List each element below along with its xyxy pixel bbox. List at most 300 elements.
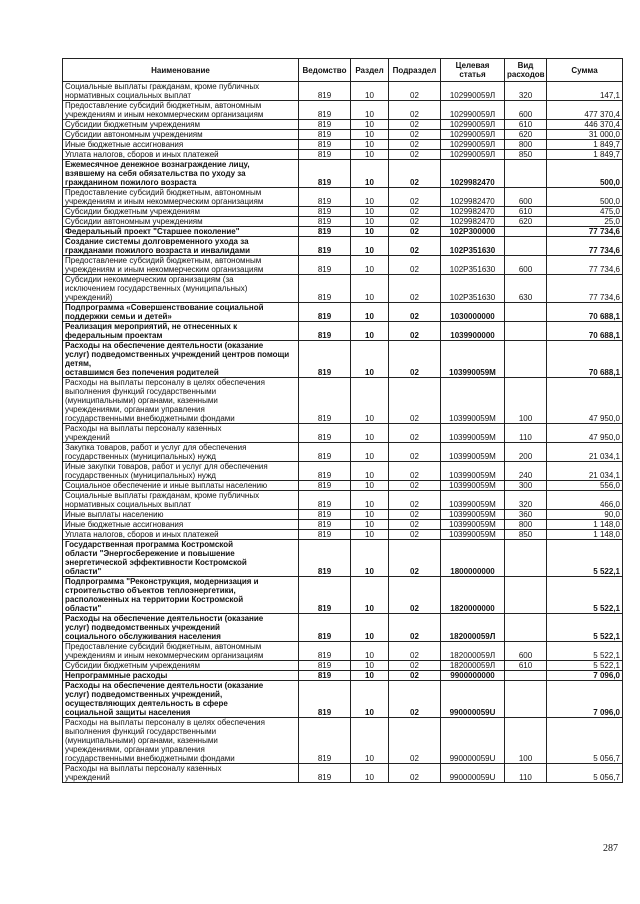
row-target: 102990059Л — [441, 120, 505, 130]
budget-table-page — [62, 58, 622, 783]
row-exptype: 850 — [505, 530, 547, 540]
row-name-line: строительство объектов теплоэнергетики, — [65, 586, 236, 595]
row-target: 1820000000 — [441, 577, 505, 614]
row-name-line: нормативных социальных выплат — [65, 91, 192, 100]
table-row — [63, 510, 623, 520]
row-name-line: государственных (муниципальных) нужд — [65, 452, 216, 461]
row-name-line: гражданами пожилого возраста и инвалидами — [65, 246, 251, 255]
row-name — [63, 481, 299, 491]
row-section: 10 — [351, 718, 389, 764]
row-exptype: 300 — [505, 481, 547, 491]
row-sum: 5 056,7 — [547, 764, 623, 783]
row-dept: 819 — [299, 510, 351, 520]
row-name — [63, 764, 299, 783]
table-row — [63, 227, 623, 237]
row-sum: 47 950,0 — [547, 424, 623, 443]
row-exptype — [505, 671, 547, 681]
table-row — [63, 130, 623, 140]
header-exptype: Вид расходов — [505, 59, 547, 82]
row-section: 10 — [351, 341, 389, 378]
row-dept: 819 — [299, 341, 351, 378]
row-target: 103990059М — [441, 530, 505, 540]
table-row — [63, 322, 623, 341]
row-name — [63, 120, 299, 130]
row-dept: 819 — [299, 530, 351, 540]
row-name-line: Уплата налогов, сборов и иных платежей — [65, 530, 219, 539]
row-sum: 7 096,0 — [547, 671, 623, 681]
row-name-line: Предоставление субсидий бюджетным, автономным — [65, 256, 262, 265]
row-subsection: 02 — [389, 120, 441, 130]
row-name — [63, 256, 299, 275]
row-dept: 819 — [299, 614, 351, 642]
row-dept: 819 — [299, 671, 351, 681]
row-name — [63, 322, 299, 341]
row-name-line: гражданином пожилого возраста — [65, 178, 197, 187]
table-row — [63, 520, 623, 530]
row-name-line: федеральным проектам — [65, 331, 163, 340]
row-sum: 5 056,7 — [547, 718, 623, 764]
row-section: 10 — [351, 671, 389, 681]
row-target: 102P300000 — [441, 227, 505, 237]
row-exptype: 800 — [505, 140, 547, 150]
row-subsection: 02 — [389, 510, 441, 520]
header-subsection: Подраздел — [389, 59, 441, 82]
row-dept: 819 — [299, 256, 351, 275]
row-dept: 819 — [299, 661, 351, 671]
row-section: 10 — [351, 764, 389, 783]
row-dept: 819 — [299, 101, 351, 120]
row-name-line: учреждениям и иным некоммерческим организациям — [65, 110, 264, 119]
table-row — [63, 150, 623, 160]
row-sum: 1 148,0 — [547, 520, 623, 530]
row-name-line: Предоставление субсидий бюджетным, автономным — [65, 642, 262, 651]
row-sum: 77 734,6 — [547, 275, 623, 303]
row-dept: 819 — [299, 188, 351, 207]
row-name — [63, 275, 299, 303]
row-name-line: Субсидии автономным учреждениям — [65, 130, 203, 139]
row-name-line: социальной защиты населения — [65, 708, 191, 717]
row-subsection: 02 — [389, 681, 441, 718]
row-section: 10 — [351, 120, 389, 130]
row-section: 10 — [351, 443, 389, 462]
table-row — [63, 275, 623, 303]
row-name-line: услуг) подведомственных учреждений, — [65, 690, 223, 699]
row-section: 10 — [351, 275, 389, 303]
row-sum: 475,0 — [547, 207, 623, 217]
row-sum: 5 522,1 — [547, 540, 623, 577]
row-sum: 5 522,1 — [547, 661, 623, 671]
row-sum: 70 688,1 — [547, 322, 623, 341]
row-subsection: 02 — [389, 642, 441, 661]
table-row — [63, 120, 623, 130]
row-subsection: 02 — [389, 150, 441, 160]
table-row — [63, 481, 623, 491]
row-name — [63, 217, 299, 227]
row-sum: 90,0 — [547, 510, 623, 520]
row-subsection: 02 — [389, 424, 441, 443]
row-name — [63, 82, 299, 101]
row-target: 1029982470 — [441, 217, 505, 227]
row-exptype — [505, 227, 547, 237]
row-dept: 819 — [299, 140, 351, 150]
row-name-line: выполнения функций государственными — [65, 387, 217, 396]
row-dept: 819 — [299, 642, 351, 661]
row-exptype — [505, 237, 547, 256]
row-target: 102P351630 — [441, 275, 505, 303]
row-name-line: Субсидии некоммерческим организациям (за — [65, 275, 234, 284]
row-subsection: 02 — [389, 227, 441, 237]
row-subsection: 02 — [389, 530, 441, 540]
row-name-line: Иные закупки товаров, работ и услуг для обеспечения — [65, 462, 268, 471]
row-section: 10 — [351, 140, 389, 150]
row-dept: 819 — [299, 424, 351, 443]
row-subsection: 02 — [389, 322, 441, 341]
row-subsection: 02 — [389, 671, 441, 681]
row-target: 103990059М — [441, 443, 505, 462]
header-target: Целевая статья — [441, 59, 505, 82]
row-name-line: учреждений — [65, 773, 110, 782]
row-name-line: Непрограммные расходы — [65, 671, 168, 680]
row-exptype: 100 — [505, 378, 547, 424]
row-subsection: 02 — [389, 540, 441, 577]
row-name-line: учреждений) — [65, 293, 113, 302]
row-exptype: 610 — [505, 207, 547, 217]
row-exptype: 600 — [505, 642, 547, 661]
row-name-line: поддержки семьи и детей» — [65, 312, 172, 321]
row-subsection: 02 — [389, 275, 441, 303]
table-row — [63, 443, 623, 462]
table-row — [63, 378, 623, 424]
row-sum: 25,0 — [547, 217, 623, 227]
row-name-line: Расходы на выплаты персоналу казенных — [65, 764, 222, 773]
row-dept: 819 — [299, 520, 351, 530]
row-sum: 147,1 — [547, 82, 623, 101]
row-section: 10 — [351, 540, 389, 577]
row-target: 990000059U — [441, 681, 505, 718]
row-name-line: Уплата налогов, сборов и иных платежей — [65, 150, 219, 159]
row-name — [63, 378, 299, 424]
row-dept: 819 — [299, 481, 351, 491]
row-name-line: Расходы на выплаты персоналу казенных — [65, 424, 222, 433]
row-name — [63, 160, 299, 188]
row-name-line: услуг) подведомственных учреждений — [65, 623, 220, 632]
row-target: 103990059М — [441, 481, 505, 491]
row-dept: 819 — [299, 378, 351, 424]
row-section: 10 — [351, 491, 389, 510]
table-body — [63, 82, 623, 783]
row-exptype: 100 — [505, 718, 547, 764]
row-sum: 477 370,4 — [547, 101, 623, 120]
row-sum: 5 522,1 — [547, 642, 623, 661]
row-exptype: 110 — [505, 424, 547, 443]
row-subsection: 02 — [389, 303, 441, 322]
row-section: 10 — [351, 378, 389, 424]
row-subsection: 02 — [389, 577, 441, 614]
row-name — [63, 530, 299, 540]
row-name — [63, 207, 299, 217]
table-row — [63, 82, 623, 101]
row-exptype: 630 — [505, 275, 547, 303]
row-target: 102990059Л — [441, 150, 505, 160]
row-dept: 819 — [299, 207, 351, 217]
row-subsection: 02 — [389, 378, 441, 424]
row-name-line: области "Энергосбережение и повышение — [65, 549, 235, 558]
row-dept: 819 — [299, 681, 351, 718]
row-target: 9900000000 — [441, 671, 505, 681]
row-section: 10 — [351, 217, 389, 227]
row-dept: 819 — [299, 82, 351, 101]
row-name — [63, 577, 299, 614]
row-dept: 819 — [299, 462, 351, 481]
table-row — [63, 188, 623, 207]
table-row — [63, 160, 623, 188]
row-name-line: Расходы на выплаты персоналу в целях обеспечения — [65, 378, 265, 387]
row-dept: 819 — [299, 577, 351, 614]
row-sum: 21 034,1 — [547, 462, 623, 481]
row-name-line: учреждениям и иным некоммерческим организациям — [65, 651, 264, 660]
row-subsection: 02 — [389, 237, 441, 256]
row-section: 10 — [351, 577, 389, 614]
row-dept: 819 — [299, 491, 351, 510]
row-exptype: 600 — [505, 188, 547, 207]
table-row — [63, 671, 623, 681]
row-name-line: нормативных социальных выплат — [65, 500, 192, 509]
row-exptype — [505, 577, 547, 614]
row-name-line: оставшимся без попечения родителей — [65, 368, 219, 377]
row-sum: 77 734,6 — [547, 237, 623, 256]
row-name-line: услуг) подведомственных учреждений центров помощи детям, — [65, 350, 290, 368]
row-name-line: учреждениями, органами управления — [65, 745, 205, 754]
row-sum: 446 370,4 — [547, 120, 623, 130]
row-section: 10 — [351, 510, 389, 520]
row-name — [63, 681, 299, 718]
row-subsection: 02 — [389, 443, 441, 462]
row-subsection: 02 — [389, 718, 441, 764]
table-row — [63, 237, 623, 256]
row-name-line: взявшему на себя обязательства по уходу за — [65, 169, 246, 178]
row-name-line: Расходы на обеспечение деятельности (оказание — [65, 341, 264, 350]
row-exptype — [505, 303, 547, 322]
row-sum: 1 148,0 — [547, 530, 623, 540]
row-sum: 1 849,7 — [547, 140, 623, 150]
header-section: Раздел — [351, 59, 389, 82]
row-exptype: 110 — [505, 764, 547, 783]
row-target: 1030000000 — [441, 303, 505, 322]
table-row — [63, 341, 623, 378]
row-name — [63, 671, 299, 681]
row-name — [63, 510, 299, 520]
row-subsection: 02 — [389, 217, 441, 227]
row-target: 1029982470 — [441, 160, 505, 188]
row-sum: 77 734,6 — [547, 227, 623, 237]
table-row — [63, 424, 623, 443]
row-target: 103990059М — [441, 462, 505, 481]
row-name — [63, 130, 299, 140]
header-sum: Сумма — [547, 59, 623, 82]
table-row — [63, 101, 623, 120]
row-name-line: области" — [65, 567, 102, 576]
row-subsection: 02 — [389, 462, 441, 481]
row-section: 10 — [351, 642, 389, 661]
row-section: 10 — [351, 256, 389, 275]
row-sum: 500,0 — [547, 188, 623, 207]
row-subsection: 02 — [389, 614, 441, 642]
table-row — [63, 642, 623, 661]
row-name-line: учреждениям и иным некоммерческим организациям — [65, 265, 264, 274]
row-name-line: Субсидии бюджетным учреждениям — [65, 120, 200, 129]
row-exptype — [505, 341, 547, 378]
row-section: 10 — [351, 462, 389, 481]
row-sum: 70 688,1 — [547, 341, 623, 378]
row-section: 10 — [351, 681, 389, 718]
row-name-line: Иные бюджетные ассигнования — [65, 140, 184, 149]
table-row — [63, 530, 623, 540]
header-name: Наименование — [63, 59, 299, 82]
row-subsection: 02 — [389, 82, 441, 101]
row-name — [63, 101, 299, 120]
row-sum: 70 688,1 — [547, 303, 623, 322]
row-target: 103990059М — [441, 424, 505, 443]
row-dept: 819 — [299, 764, 351, 783]
row-target: 103990059М — [441, 378, 505, 424]
table-row — [63, 462, 623, 481]
row-name-line: осуществляющих деятельность в сфере — [65, 699, 228, 708]
row-section: 10 — [351, 160, 389, 188]
row-name-line: исключением государственных (муниципальных) — [65, 284, 248, 293]
row-sum: 5 522,1 — [547, 577, 623, 614]
row-name-line: расположенных на территории Костромской — [65, 595, 244, 604]
row-name-line: выполнения функций государственными — [65, 727, 217, 736]
row-subsection: 02 — [389, 188, 441, 207]
row-exptype: 600 — [505, 256, 547, 275]
header-dept: Ведомство — [299, 59, 351, 82]
row-exptype: 240 — [505, 462, 547, 481]
row-exptype: 610 — [505, 661, 547, 671]
row-name — [63, 303, 299, 322]
row-name — [63, 614, 299, 642]
row-target: 102990059Л — [441, 140, 505, 150]
row-section: 10 — [351, 207, 389, 217]
table-row — [63, 614, 623, 642]
table-row — [63, 540, 623, 577]
row-exptype: 320 — [505, 491, 547, 510]
row-subsection: 02 — [389, 520, 441, 530]
row-name-line: Социальные выплаты гражданам, кроме публичных — [65, 491, 260, 500]
row-name — [63, 462, 299, 481]
row-exptype — [505, 160, 547, 188]
row-section: 10 — [351, 661, 389, 671]
row-name — [63, 150, 299, 160]
row-exptype: 610 — [505, 120, 547, 130]
row-section: 10 — [351, 614, 389, 642]
row-name — [63, 424, 299, 443]
table-row — [63, 256, 623, 275]
row-section: 10 — [351, 520, 389, 530]
page-number: 287 — [603, 843, 618, 854]
row-name-line: Создание системы долговременного ухода за — [65, 237, 249, 246]
row-name-line: государственными внебюджетными фондами — [65, 754, 235, 763]
row-name — [63, 443, 299, 462]
row-name-line: Реализация мероприятий, не отнесенных к — [65, 322, 238, 331]
row-dept: 819 — [299, 237, 351, 256]
row-name — [63, 642, 299, 661]
row-name-line: Ежемесячное денежное вознаграждение лицу, — [65, 160, 250, 169]
row-section: 10 — [351, 150, 389, 160]
row-name — [63, 227, 299, 237]
row-target: 1039900000 — [441, 322, 505, 341]
row-subsection: 02 — [389, 661, 441, 671]
row-target: 990000059U — [441, 764, 505, 783]
row-dept: 819 — [299, 275, 351, 303]
row-name-line: социального обслуживания населения — [65, 632, 221, 641]
row-name-line: области" — [65, 604, 102, 613]
row-subsection: 02 — [389, 256, 441, 275]
table-row — [63, 577, 623, 614]
row-subsection: 02 — [389, 481, 441, 491]
row-target: 103990059М — [441, 341, 505, 378]
row-exptype — [505, 540, 547, 577]
row-exptype — [505, 681, 547, 718]
row-section: 10 — [351, 188, 389, 207]
row-name-line: Предоставление субсидий бюджетным, автономным — [65, 101, 262, 110]
row-name-line: Расходы на выплаты персоналу в целях обеспечения — [65, 718, 265, 727]
row-exptype: 200 — [505, 443, 547, 462]
row-name — [63, 540, 299, 577]
row-exptype — [505, 322, 547, 341]
row-target: 102990059Л — [441, 82, 505, 101]
row-exptype: 800 — [505, 520, 547, 530]
row-exptype: 320 — [505, 82, 547, 101]
row-name-line: Субсидии автономным учреждениям — [65, 217, 203, 226]
row-dept: 819 — [299, 303, 351, 322]
row-sum: 556,0 — [547, 481, 623, 491]
row-name — [63, 520, 299, 530]
row-sum: 21 034,1 — [547, 443, 623, 462]
row-name — [63, 491, 299, 510]
row-name — [63, 188, 299, 207]
row-section: 10 — [351, 227, 389, 237]
row-sum: 47 950,0 — [547, 378, 623, 424]
row-dept: 819 — [299, 322, 351, 341]
row-sum: 1 849,7 — [547, 150, 623, 160]
row-dept: 819 — [299, 718, 351, 764]
row-name-line: Подпрограмма «Совершенствование социальной — [65, 303, 264, 312]
table-row — [63, 491, 623, 510]
row-target: 103990059М — [441, 520, 505, 530]
row-name-line: Подпрограмма "Реконструкция, модернизация и — [65, 577, 259, 586]
row-name — [63, 341, 299, 378]
row-sum: 5 522,1 — [547, 614, 623, 642]
row-dept: 819 — [299, 540, 351, 577]
row-name-line: Расходы на обеспечение деятельности (оказание — [65, 681, 264, 690]
row-section: 10 — [351, 481, 389, 491]
row-target: 990000059U — [441, 718, 505, 764]
row-exptype: 360 — [505, 510, 547, 520]
budget-table — [62, 58, 623, 783]
row-name-line: учреждениями, органами управления — [65, 405, 205, 414]
row-name-line: Расходы на обеспечение деятельности (оказание — [65, 614, 264, 623]
row-target: 102P351630 — [441, 237, 505, 256]
row-name-line: Федеральный проект "Старшее поколение" — [65, 227, 240, 236]
row-exptype: 850 — [505, 150, 547, 160]
row-dept: 819 — [299, 227, 351, 237]
row-name-line: (муниципальными) органами, казенными — [65, 736, 218, 745]
row-dept: 819 — [299, 217, 351, 227]
row-name-line: Государственная программа Костромской — [65, 540, 234, 549]
row-sum: 77 734,6 — [547, 256, 623, 275]
row-sum: 31 000,0 — [547, 130, 623, 140]
row-name — [63, 140, 299, 150]
